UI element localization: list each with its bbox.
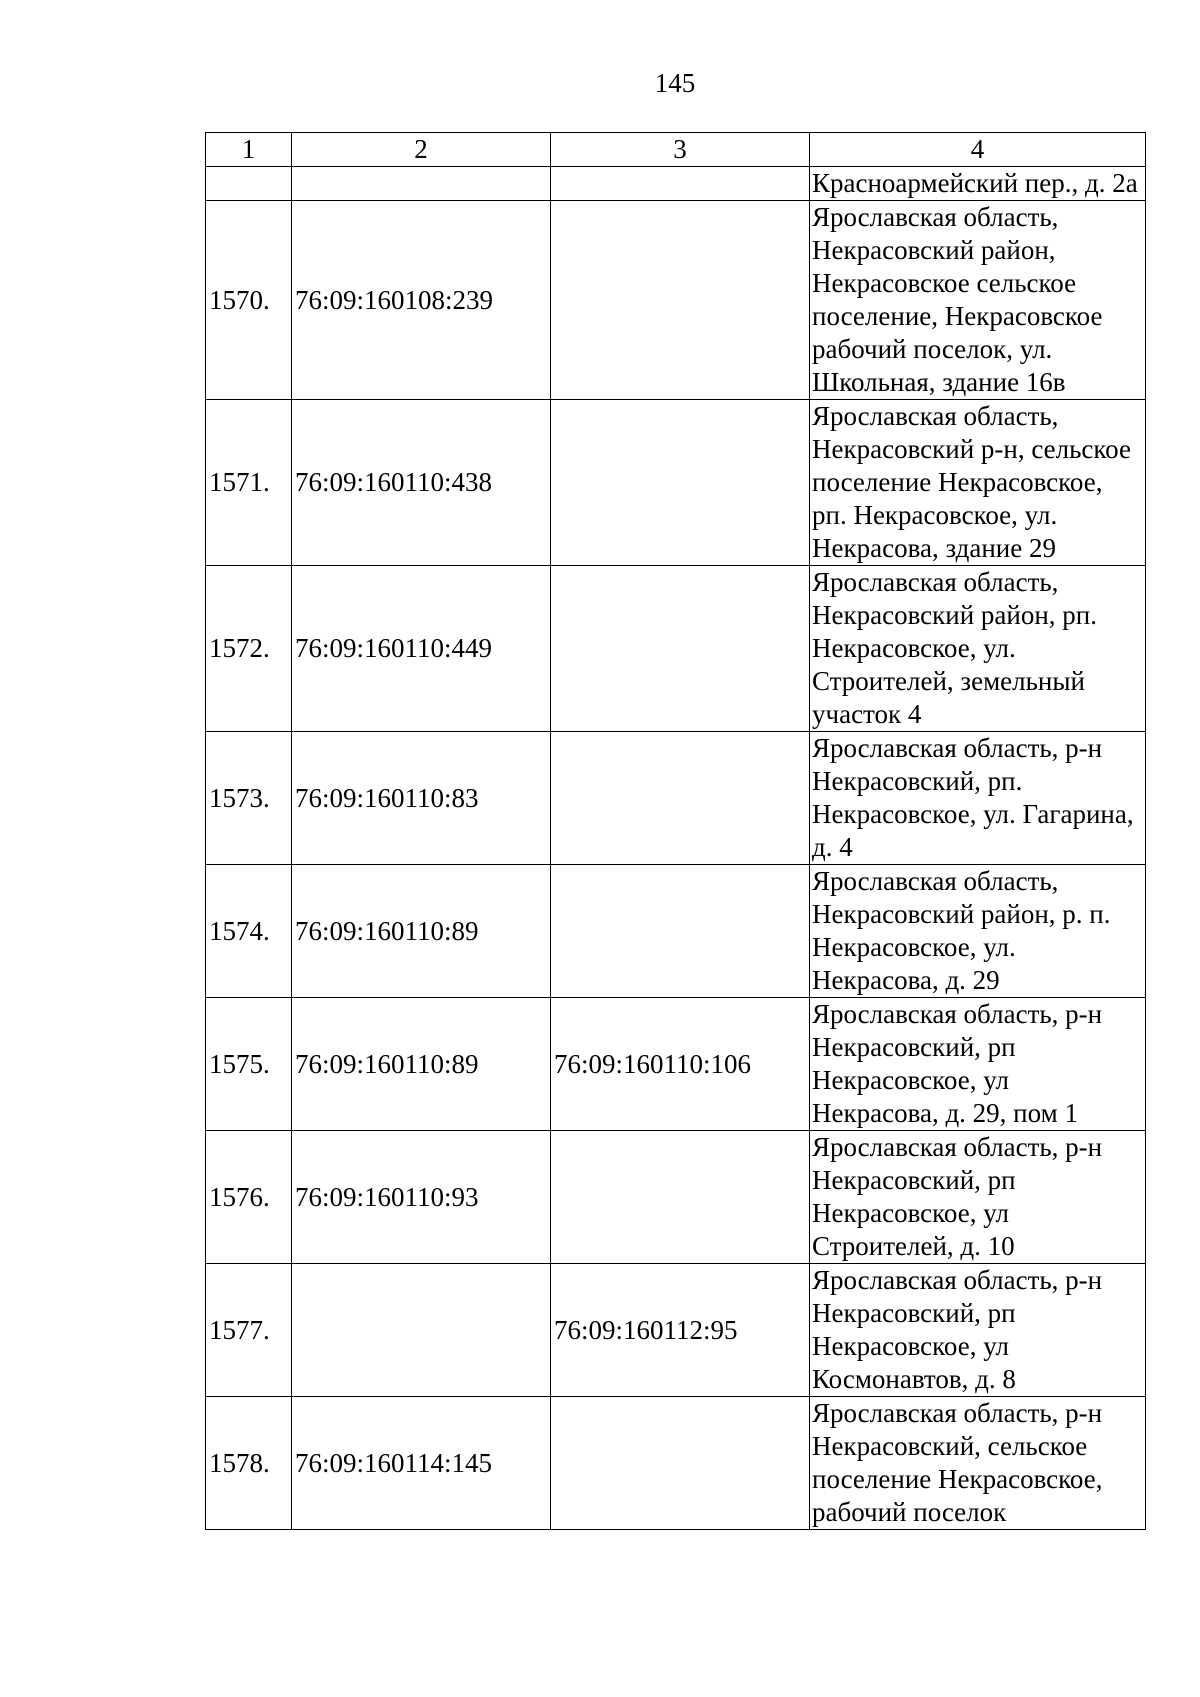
address-cell: Ярославская область, р-н Некрасовский, рп. Некрасовское, ул. Гагарина, д. 4	[810, 732, 1146, 865]
table-row	[206, 566, 1146, 732]
row-number: 1576.	[206, 1131, 292, 1264]
address-cell: Ярославская область, р-н Некрасовский, рп Некрасовское, ул Некрасова, д. 29, пом 1	[810, 998, 1146, 1131]
header-col-3: 3	[551, 133, 810, 167]
address-cell: Ярославская область, р-н Некрасовский, сельское поселение Некрасовское, рабочий поселок	[810, 1397, 1146, 1530]
table-row	[206, 1264, 1146, 1397]
row-number: 1572.	[206, 566, 292, 732]
related-cadastral-number	[551, 1131, 810, 1264]
registry-table	[205, 132, 1146, 1530]
table-row	[206, 1397, 1146, 1530]
cadastral-number: 76:09:160110:89	[292, 998, 551, 1131]
row-number: 1575.	[206, 998, 292, 1131]
cadastral-number: 76:09:160110:438	[292, 400, 551, 566]
cadastral-number: 76:09:160110:449	[292, 566, 551, 732]
related-cadastral-number	[551, 400, 810, 566]
related-cadastral-number	[551, 1397, 810, 1530]
row-number: 1577.	[206, 1264, 292, 1397]
cadastral-number: 76:09:160110:89	[292, 865, 551, 998]
continuation-row	[206, 167, 1146, 201]
table-row	[206, 998, 1146, 1131]
row-number: 1578.	[206, 1397, 292, 1530]
cadastral-number: 76:09:160114:145	[292, 1397, 551, 1530]
table-row	[206, 1131, 1146, 1264]
row-number: 1571.	[206, 400, 292, 566]
header-col-2: 2	[292, 133, 551, 167]
cadastral-number	[292, 1264, 551, 1397]
row-number: 1570.	[206, 201, 292, 400]
related-cadastral-number: 76:09:160112:95	[551, 1264, 810, 1397]
table-row	[206, 865, 1146, 998]
cadastral-number: 76:09:160110:83	[292, 732, 551, 865]
row-number: 1574.	[206, 865, 292, 998]
related-cadastral-number	[551, 732, 810, 865]
header-row	[206, 133, 1146, 167]
address-cell: Ярославская область, Некрасовский район, р. п. Некрасовское, ул. Некрасова, д. 29	[810, 865, 1146, 998]
address-cell: Ярославская область, Некрасовский район, Некрасовское сельское поселение, Некрасовское рабочий поселок, ул. Школьная, здание 16в	[810, 201, 1146, 400]
table-row	[206, 732, 1146, 865]
cadastral-number: 76:09:160110:93	[292, 1131, 551, 1264]
cadastral-number	[292, 167, 551, 201]
row-number	[206, 167, 292, 201]
table-row	[206, 400, 1146, 566]
address-cell: Ярославская область, р-н Некрасовский, рп Некрасовское, ул Строителей, д. 10	[810, 1131, 1146, 1264]
related-cadastral-number	[551, 865, 810, 998]
related-cadastral-number: 76:09:160110:106	[551, 998, 810, 1131]
table-header	[206, 133, 1146, 167]
address-cell: Ярославская область, Некрасовский район, рп. Некрасовское, ул. Строителей, земельный участок 4	[810, 566, 1146, 732]
related-cadastral-number	[551, 167, 810, 201]
address-cell: Ярославская область, р-н Некрасовский, рп Некрасовское, ул Космонавтов, д. 8	[810, 1264, 1146, 1397]
address-cell: Ярославская область, Некрасовский р-н, сельское поселение Некрасовское, рп. Некрасовское, ул. Некрасова, здание 29	[810, 400, 1146, 566]
page-number: 145	[654, 68, 696, 98]
header-col-4: 4	[810, 133, 1146, 167]
header-col-1: 1	[206, 133, 292, 167]
address-cell: Красноармейский пер., д. 2а	[810, 167, 1146, 201]
table-row	[206, 201, 1146, 400]
cadastral-number: 76:09:160108:239	[292, 201, 551, 400]
related-cadastral-number	[551, 201, 810, 400]
table-body	[206, 167, 1146, 1530]
row-number: 1573.	[206, 732, 292, 865]
related-cadastral-number	[551, 566, 810, 732]
